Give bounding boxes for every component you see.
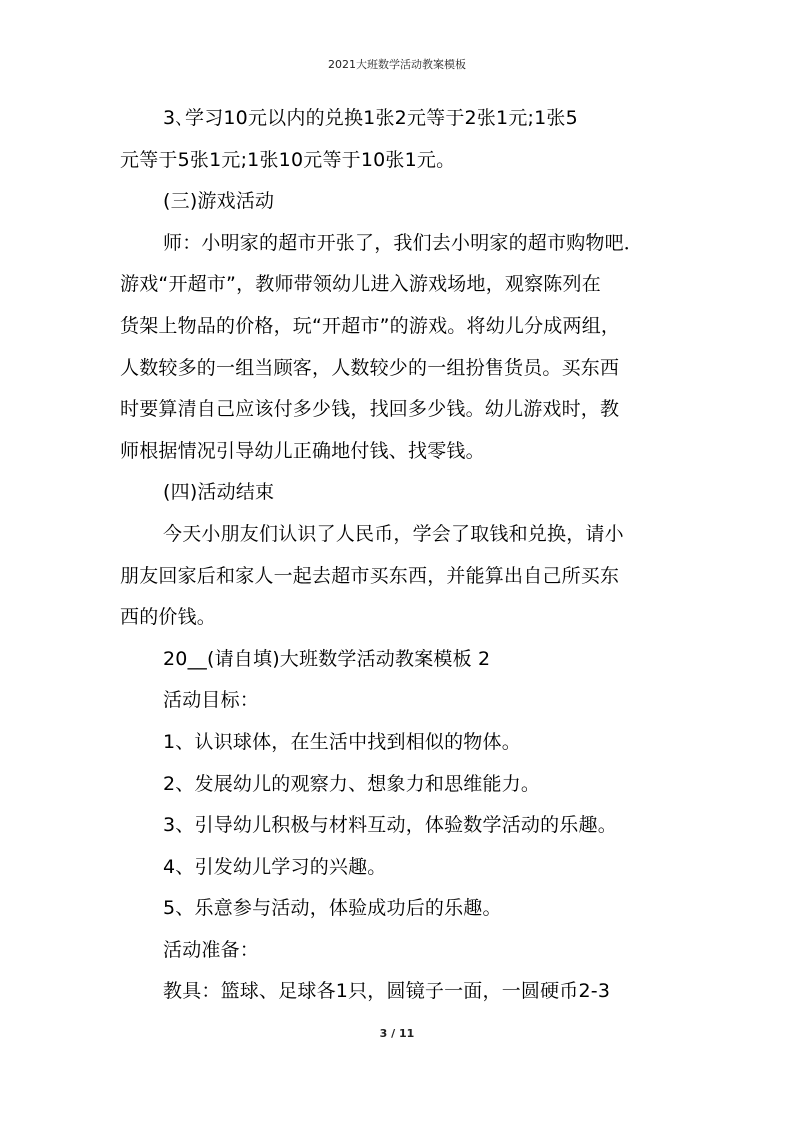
page-header: 2021大班数学活动教案模板 xyxy=(328,58,466,71)
text-line: 1、认识球体，在生活中找到相似的物体。 xyxy=(163,730,521,753)
text-line: 货架上物品的价格，玩“开超市”的游戏。将幼儿分成两组， xyxy=(120,314,621,337)
text-line: 教具：篮球、足球各1只，圆镜子一面，一圆硬币2-3 xyxy=(163,980,611,1003)
text-line: 2、发展幼儿的观察力、想象力和思维能力。 xyxy=(163,772,541,795)
text-line: 人数较多的一组当顾客，人数较少的一组扮售货员。买东西 xyxy=(120,356,620,379)
text-line: 师根据情况引导幼儿正确地付钱、找零钱。 xyxy=(120,439,485,462)
text-line: 朋友回家后和家人一起去超市买东西，并能算出自己所买东 xyxy=(120,564,620,587)
text-line: 4、引发幼儿学习的兴趣。 xyxy=(163,855,387,878)
text-line: 西的价钱。 xyxy=(120,606,217,629)
text-line: 今天小朋友们认识了人民币，学会了取钱和兑换，请小 xyxy=(163,522,624,545)
document-body xyxy=(120,98,676,1013)
text-line: 时要算清自己应该付多少钱，找回多少钱。幼儿游戏时，教 xyxy=(120,398,620,421)
text-line: 20__(请自填)大班数学活动教案模板 2 xyxy=(163,647,491,670)
text-line: 5、乐意参与活动，体验成功后的乐趣。 xyxy=(163,897,502,920)
text-line: 3、引导幼儿积极与材料互动，体验数学活动的乐趣。 xyxy=(163,814,617,837)
text-line: 3､学习10元以内的兑换1张2元等于2张1元;1张5 xyxy=(163,107,578,129)
text-line: 活动准备： xyxy=(163,938,260,961)
page-number: 3 / 11 xyxy=(379,1027,415,1040)
text-line: 元等于5张1元;1张10元等于10张1元。 xyxy=(120,148,456,171)
text-line: 活动目标： xyxy=(163,689,260,712)
text-line: 师：小明家的超市开张了，我们去小明家的超市购物吧． xyxy=(163,231,644,254)
text-line: (三)游戏活动 xyxy=(163,190,275,213)
text-line: 游戏“开超市”，教师带领幼儿进入游戏场地，观察陈列在 xyxy=(120,273,601,296)
text-line: (四)活动结束 xyxy=(163,481,275,504)
